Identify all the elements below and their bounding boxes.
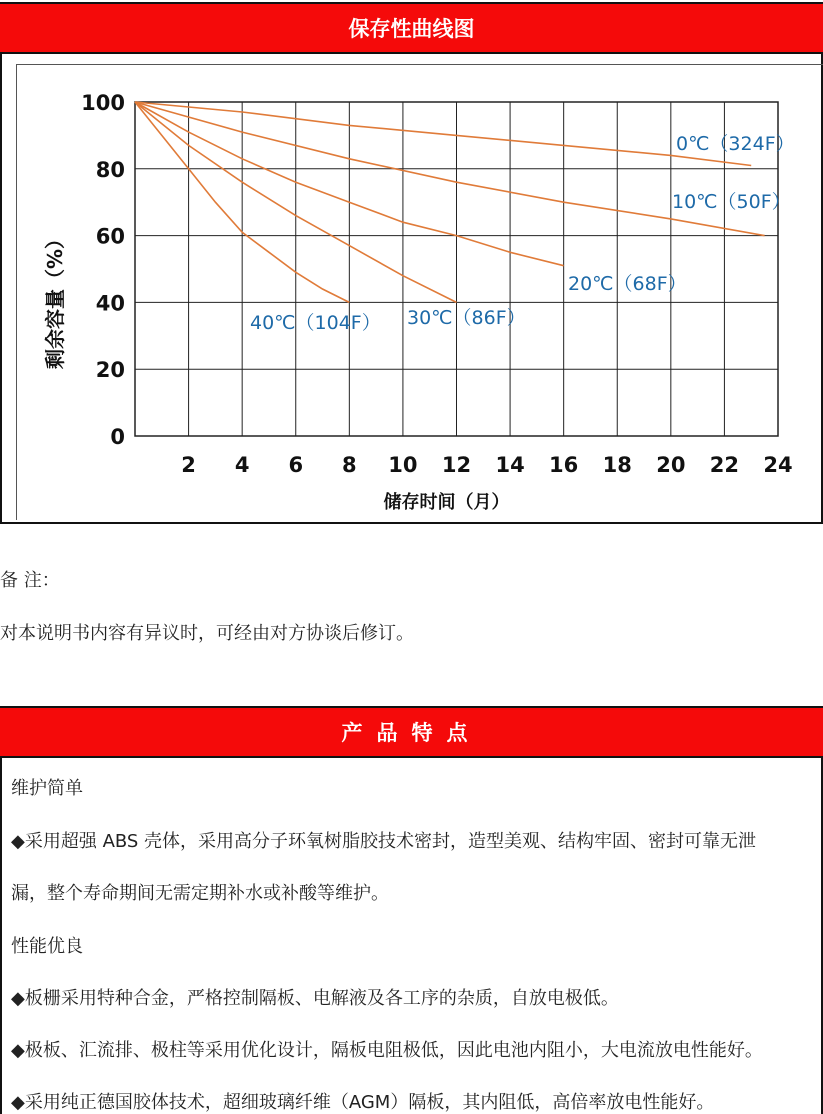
series-label-3: 30℃（86F） [407,307,526,329]
feature-item-abs-shell-cont: 漏，整个寿命期间无需定期补水或补酸等维护。 [11,883,389,904]
feature-heading-performance: 性能优良 [11,936,83,957]
x-tick-label-22: 22 [709,453,740,477]
feature-item-alloy-grid: ◆板栅采用特种合金，严格控制隔板、电解液及各工序的杂质，自放电极低。 [11,988,619,1009]
features-box [0,758,823,1114]
x-tick-label-4: 4 [234,453,250,477]
x-tick-label-2: 2 [181,453,196,477]
x-tick-label-24: 24 [763,453,793,477]
x-tick-label-12: 12 [441,453,472,477]
series-label-2: 20℃（68F） [568,273,687,295]
y-tick-label-100: 100 [81,91,125,115]
y-tick-label-0: 0 [110,425,125,449]
series-label-1: 10℃（50F） [672,191,791,213]
storage-curve-title: 保存性曲线图 [348,17,475,41]
x-tick-label-18: 18 [602,453,632,477]
x-tick-label-10: 10 [388,453,418,477]
x-tick-label-6: 6 [288,453,304,477]
x-tick-label-16: 16 [549,453,579,477]
x-tick-label-14: 14 [495,453,525,477]
y-tick-label-80: 80 [95,157,125,182]
notes-text: 对本说明书内容有异议时，可经由对方协谈后修订。 [0,623,414,644]
y-tick-label-60: 60 [95,224,125,249]
x-tick-label-8: 8 [342,453,357,477]
series-label-4: 40℃（104F） [250,312,381,334]
storage-curve-chart [0,54,823,524]
feature-item-abs-shell: ◆采用超强 ABS 壳体，采用高分子环氧树脂胶技术密封，造型美观、结构牢固、密封可靠无泄 [11,831,757,852]
x-axis-label: 储存时间（月） [383,492,510,513]
feature-item-optimized-design: ◆极板、汇流排、极柱等采用优化设计，隔板电阻极低，因此电池内阻小，大电流放电性能好。 [11,1040,763,1061]
storage-curve-banner [0,2,823,54]
series-label-0: 0℃（324F） [676,133,795,155]
feature-item-gel-technology: ◆采用纯正德国胶体技术，超细玻璃纤维（AGM）隔板，其内阻低，高倍率放电性能好。 [11,1092,715,1113]
notes-label: 备 注： [0,570,60,591]
y-tick-label-40: 40 [95,291,125,316]
y-axis-label: 剩余容量（%） [43,228,67,370]
features-banner [0,706,823,758]
features-title: 产品特点 [341,721,482,745]
feature-heading-maintenance: 维护简单 [11,778,83,799]
x-tick-label-20: 20 [656,453,686,477]
series-line-0 [135,102,751,166]
y-tick-label-20: 20 [95,358,125,383]
